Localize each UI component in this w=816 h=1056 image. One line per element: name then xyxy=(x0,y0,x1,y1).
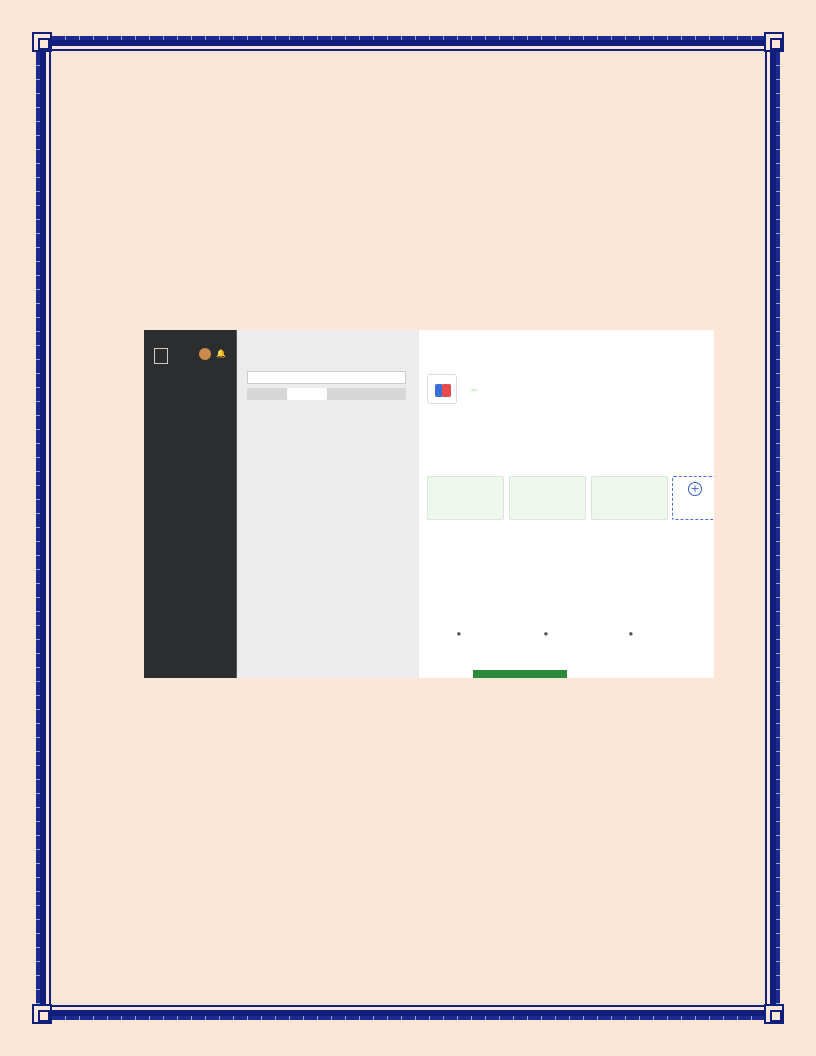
legend-men: ● xyxy=(457,632,461,637)
app-screenshot xyxy=(144,330,714,678)
corner-ornament xyxy=(32,32,52,52)
app-logo xyxy=(154,348,168,364)
summary-panel xyxy=(419,330,714,678)
tab-finished[interactable] xyxy=(327,388,367,400)
main-tabs xyxy=(465,448,505,449)
status-tabs xyxy=(247,388,406,400)
project-list-panel xyxy=(236,330,419,678)
production-chart xyxy=(419,540,714,650)
contract-card[interactable] xyxy=(427,476,504,520)
bell-icon: 🔔 xyxy=(216,349,226,358)
corner-ornament xyxy=(764,32,784,52)
legend-women: ● xyxy=(544,632,548,637)
contract-card[interactable] xyxy=(591,476,668,520)
legend-not-specific: ● xyxy=(629,632,633,637)
avatar xyxy=(199,348,211,360)
sidebar xyxy=(144,330,236,678)
search-input[interactable] xyxy=(247,371,406,384)
corner-ornament xyxy=(764,1004,784,1024)
contract-card[interactable] xyxy=(509,476,586,520)
tab-active[interactable] xyxy=(287,388,327,400)
corner-ornament xyxy=(32,1004,52,1024)
plus-icon: + xyxy=(688,482,702,496)
company-logo xyxy=(427,374,457,404)
tab-pending[interactable] xyxy=(366,388,406,400)
performance-bar xyxy=(473,670,567,678)
tab-all[interactable] xyxy=(247,388,287,400)
create-contract-button[interactable] xyxy=(672,476,714,520)
status-badge xyxy=(471,389,477,391)
